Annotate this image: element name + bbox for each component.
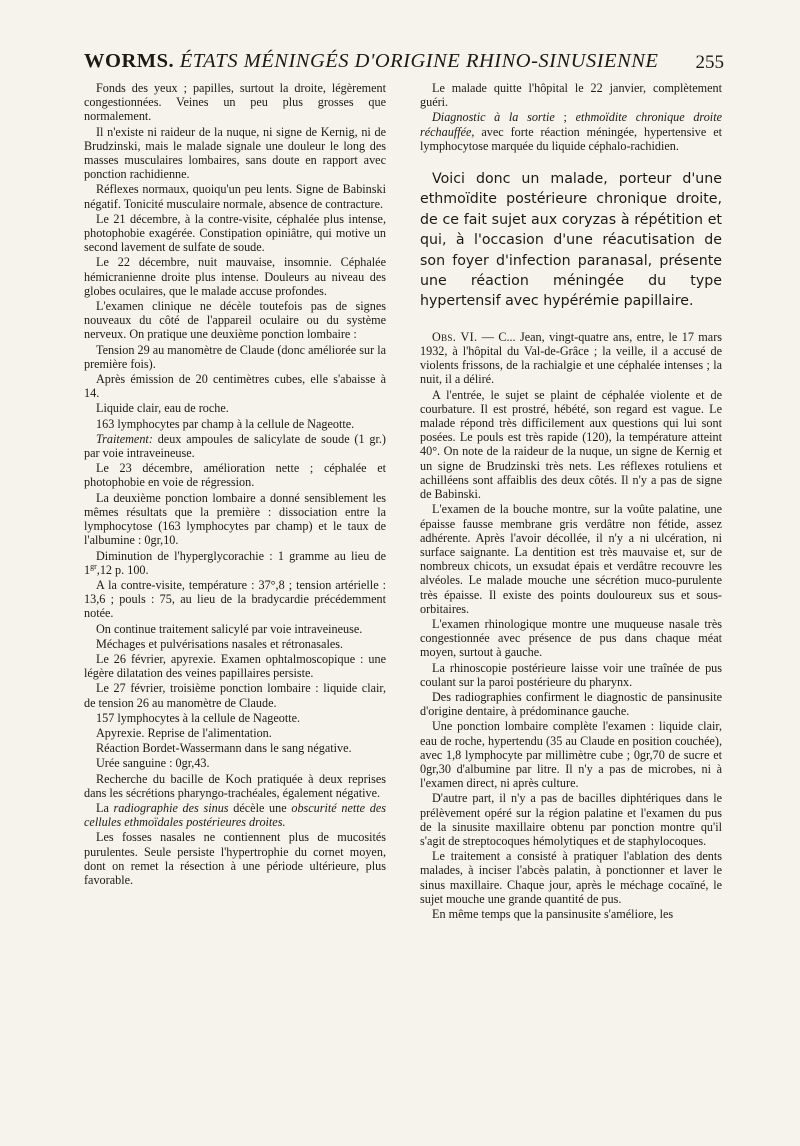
paragraph: On continue traitement salicylé par voie intraveineuse. — [96, 621, 363, 636]
diagnostic-separator: ; — [554, 110, 576, 125]
paragraph: 163 lymphocytes par champ à la cellule de Nageotte. — [96, 416, 355, 431]
traitement-paragraph — [84, 432, 386, 460]
article-title: ÉTATS MÉNINGÉS D'ORIGINE RHINO-SINUSIENNE — [179, 50, 659, 72]
observation-label: Obs. VI. — [432, 329, 478, 344]
summary-block — [420, 169, 722, 312]
paragraph: Des radiographies confirment le diagnostic de pansinusite d'origine dentaire, à prédominance gauche. — [420, 689, 722, 719]
traitement-label: Traitement: — [96, 431, 153, 446]
hyperglycorachie-value: ,12 p. 100. — [96, 562, 149, 577]
paragraph: Le 22 décembre, nuit mauvaise, insomnie. Céphalée hémicranienne droite plus intense. Douleurs au niveau des globes oculaires, que le malade accuse profondes. — [84, 255, 386, 298]
paragraph: Le 23 décembre, amélioration nette ; céphalée et photophobie en voie de régression. — [84, 461, 386, 490]
paragraph: A l'entrée, le sujet se plaint de céphalée violente et de courbature. Il est prostré, hébété, son regard est vague. Le malade répond très difficilement aux questions qui lui sont posées. Le pouls est très rapide (120), la température atteint 40°. On note de la raideur de la nuque, un signe de Kernig et un signe de Brudzinski très nets. Les réflexes rotuliens et achilléens sont affaiblis des deux côtés. Il n'y a pas de signe de Babinski. — [420, 387, 722, 502]
diagnostic-term: ethmoïdite chronique droite réchauffée, — [420, 110, 722, 139]
paragraph: Apyrexie. Reprise de l'alimentation. — [96, 725, 272, 740]
page-number: 255 — [695, 52, 724, 73]
paragraph: La deuxième ponction lombaire a donné sensiblement les mêmes résultats que la première : dissociation entre la lymphocytose (163 lymphocytes par champ) et le taux de l'albumine : 0gr,10. — [84, 490, 386, 548]
paragraph: L'examen de la bouche montre, sur la voûte palatine, une épaisse fausse membrane gris verdâtre non fétide, assez adhérente. Après l'avoir décollée, il n'y a ni ulcération, ni surface saignante. La dentition est très mauvaise et, sur de nombreux chicots, un exsudat épais et verdâtre recouvre les alvéoles. Le malade mouche une sécrétion muco-purulente très épaisse. Il existe des points douloureux sus et sous-orbitaires. — [420, 502, 722, 616]
paragraph: Le malade quitte l'hôpital le 22 janvier, complètement guéri. — [420, 81, 722, 110]
paragraph: Il n'existe ni raideur de la nuque, ni signe de Kernig, ni de Brudzinski, mais le malade signale une douleur le long des masses musculaires lombaires, sans doute en rapport avec ponction rachidienne. — [84, 124, 386, 182]
paragraph: Le 27 février, troisième ponction lombaire : liquide clair, de tension 26 au manomètre de Claude. — [84, 681, 386, 710]
paragraph: Recherche du bacille de Koch pratiquée à deux reprises dans les sécrétions pharyngo-trachéales, également négative. — [84, 771, 386, 800]
radiographie-paragraph — [84, 801, 386, 829]
author-name: WORMS. — [84, 50, 175, 72]
right-column — [420, 81, 722, 922]
radiographie-term: radiographie des sinus — [113, 800, 229, 815]
observation-text: — C... Jean, vingt-quatre ans, entre, le 17 mars 1932, à l'hôpital du Val-de-Grâce ; la veille, il a accusé de violents frissons, de la rachialgie et une céphalée intenses ; la nuit, il a déliré. — [420, 329, 722, 387]
diagnostic-label: Diagnostic à la sortie — [432, 110, 555, 125]
unit-superscript: gr — [90, 561, 97, 571]
running-header — [84, 50, 724, 80]
paragraph: A la contre-visite, température : 37°,8 ; tension artérielle : 13,6 ; pouls : 75, au lieu de la bradycardie précédemment notée. — [84, 577, 386, 621]
paragraph: Méchages et pulvérisations nasales et rétronasales. — [96, 636, 344, 651]
radiographie-text-a: La — [96, 800, 114, 815]
paragraph: La rhinoscopie postérieure laisse voir une traînée de pus coulant sur la paroi postérieure du pharynx. — [420, 660, 722, 689]
paragraph: Après émission de 20 centimètres cubes, elle s'abaisse à 14. — [84, 372, 386, 401]
paragraph: En même temps que la pansinusite s'améliore, les — [432, 906, 674, 921]
radiographie-text-c: décèle une — [228, 800, 292, 815]
paragraph: Le traitement a consisté à pratiquer l'ablation des dents malades, à inciser l'abcès palatin, à ponctionner et laver le sinus maxillaire. Chaque jour, après le méchage cocaïné, le sujet mouche une grande quantité de pus. — [420, 849, 722, 906]
paragraph: Tension 29 au manomètre de Claude (donc améliorée sur la première fois). — [84, 342, 386, 371]
paragraph: Une ponction lombaire complète l'examen : liquide clair, eau de roche, hypertendu (35 au Claude en position couchée), avec 1,8 lymphocyte par millimètre cube ; 0gr,70 de sucre et 0gr,30 d'albumine par litre. Il n'y a pas de microbes, ni à l'examen direct, ni après culture. — [420, 719, 722, 791]
left-column — [84, 81, 386, 888]
paragraph: Liquide clair, eau de roche. — [96, 401, 229, 416]
paragraph: L'examen rhinologique montre une muqueuse nasale très congestionnée avec présence de pus dans chaque méat moyen, surtout à gauche. — [420, 616, 722, 660]
observation-paragraph — [420, 330, 722, 387]
traitement-text: deux ampoules de salicylate de soude (1 gr.) par voie intraveineuse. — [84, 431, 386, 461]
paragraph: Fonds des yeux ; papilles, surtout la droite, légèrement congestionnées. Veines un peu plus grosses que normalement. — [84, 81, 386, 124]
diagnostic-paragraph — [420, 110, 722, 153]
paragraph: Le 26 février, apyrexie. Examen ophtalmoscopique : une légère dilatation des veines papillaires persiste. — [84, 651, 386, 681]
paragraph: Réflexes normaux, quoiqu'un peu lents. Signe de Babinski négatif. Tonicité musculaire normale, absence de contracture. — [84, 182, 386, 211]
running-head — [84, 50, 658, 73]
paragraph: Urée sanguine : 0gr,43. — [96, 756, 210, 771]
paragraph: L'examen clinique ne décèle toutefois pas de signes nouveaux du côté de l'appareil oculaire ou du système nerveux. On pratique une deuxième ponction lombaire : — [84, 299, 386, 342]
paragraph: Réaction Bordet-Wassermann dans le sang négative. — [96, 741, 352, 756]
paragraph: 157 lymphocytes à la cellule de Nageotte. — [96, 710, 301, 725]
paragraph: D'autre part, il n'y a pas de bacilles diphtériques dans le prélèvement opéré sur la région palatine et l'examen du pus de la sinusite maxillaire obtenu par ponction montre qu'il s'agit de streptocoques hémolytiques et de staphylocoques. — [420, 791, 722, 848]
hyperglycorachie-text: Diminution de l'hyperglycorachie : 1 gramme au lieu de 1 — [84, 548, 386, 577]
summary-paragraph: Voici donc un malade, porteur d'une ethmoïdite postérieure chronique droite, de ce fait sujet aux coryzas à répétition et qui, à l'occasion d'une réacutisation de son foyer d'infection paranasal, présente une réaction méningée du type hypertensif avec hypérémie papillaire. — [420, 171, 722, 310]
paragraph: Le 21 décembre, à la contre-visite, céphalée plus intense, photophobie exagérée. Constipation opiniâtre, qui motive un second lavement de sulfate de soude. — [84, 211, 386, 255]
radiographie-finding: obscurité nette des cellules ethmoïdales postérieures droites. — [84, 800, 387, 830]
diagnostic-text: avec forte réaction méningée, hypertensive et lymphocytose marquée du liquide céphalo-rachidien. — [420, 124, 722, 153]
hyperglycorachie-paragraph — [84, 549, 386, 577]
paragraph: Les fosses nasales ne contiennent plus de mucosités purulentes. Seule persiste l'hypertrophie du cornet moyen, dont on remet la résection à une période ultérieure, plus favorable. — [84, 830, 386, 887]
